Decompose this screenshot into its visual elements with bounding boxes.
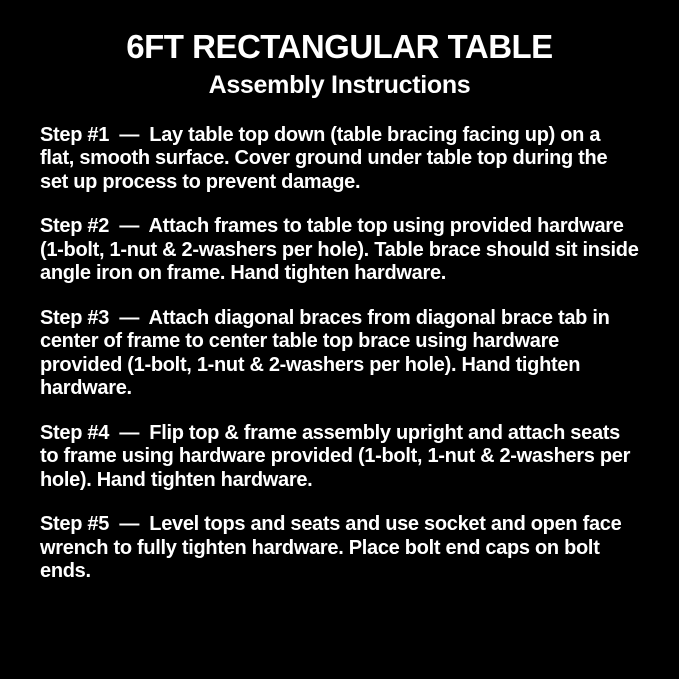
step-text: Level tops and seats and use socket and open face wrench to fully tighten hardware. Place bolt end caps on bolt ends. bbox=[40, 513, 622, 583]
step-item-2 bbox=[40, 215, 639, 286]
step-label: Step #1 bbox=[40, 123, 110, 146]
step-item-4 bbox=[40, 422, 639, 493]
step-text: Flip top & frame assembly upright and attach seats to frame using hardware provided (1-bolt, 1-nut & 2-washers per hole). Hand tighten hardware. bbox=[40, 421, 631, 491]
step-text: Attach frames to table top using provided hardware (1-bolt, 1-nut & 2-washers per hole). Table brace should sit inside angle iron on frame. Hand tighten hardware. bbox=[40, 215, 639, 285]
step-item-1 bbox=[40, 124, 639, 195]
poster-title: 6FT RECTANGULAR TABLE bbox=[126, 28, 553, 65]
step-separator: — bbox=[119, 123, 140, 146]
step-label: Step #5 bbox=[40, 513, 110, 536]
step-separator: — bbox=[119, 306, 140, 329]
step-separator: — bbox=[119, 421, 140, 444]
step-separator: — bbox=[119, 513, 140, 536]
step-label: Step #3 bbox=[40, 306, 110, 329]
steps-list bbox=[40, 124, 639, 584]
step-item-5 bbox=[40, 513, 639, 584]
step-label: Step #2 bbox=[40, 215, 110, 238]
step-text: Attach diagonal braces from diagonal brace tab in center of frame to center table top brace using hardware provided (1-bolt, 1-nut & 2-washers per hole). Hand tighten hardware. bbox=[40, 306, 610, 400]
step-item-3 bbox=[40, 307, 639, 401]
poster-subtitle: Assembly Instructions bbox=[208, 70, 471, 99]
step-text: Lay table top down (table bracing facing up) on a flat, smooth surface. Cover ground under table top during the set up process to prevent damage. bbox=[40, 123, 608, 193]
step-label: Step #4 bbox=[40, 421, 110, 444]
poster-header bbox=[40, 28, 639, 100]
step-separator: — bbox=[119, 215, 140, 238]
